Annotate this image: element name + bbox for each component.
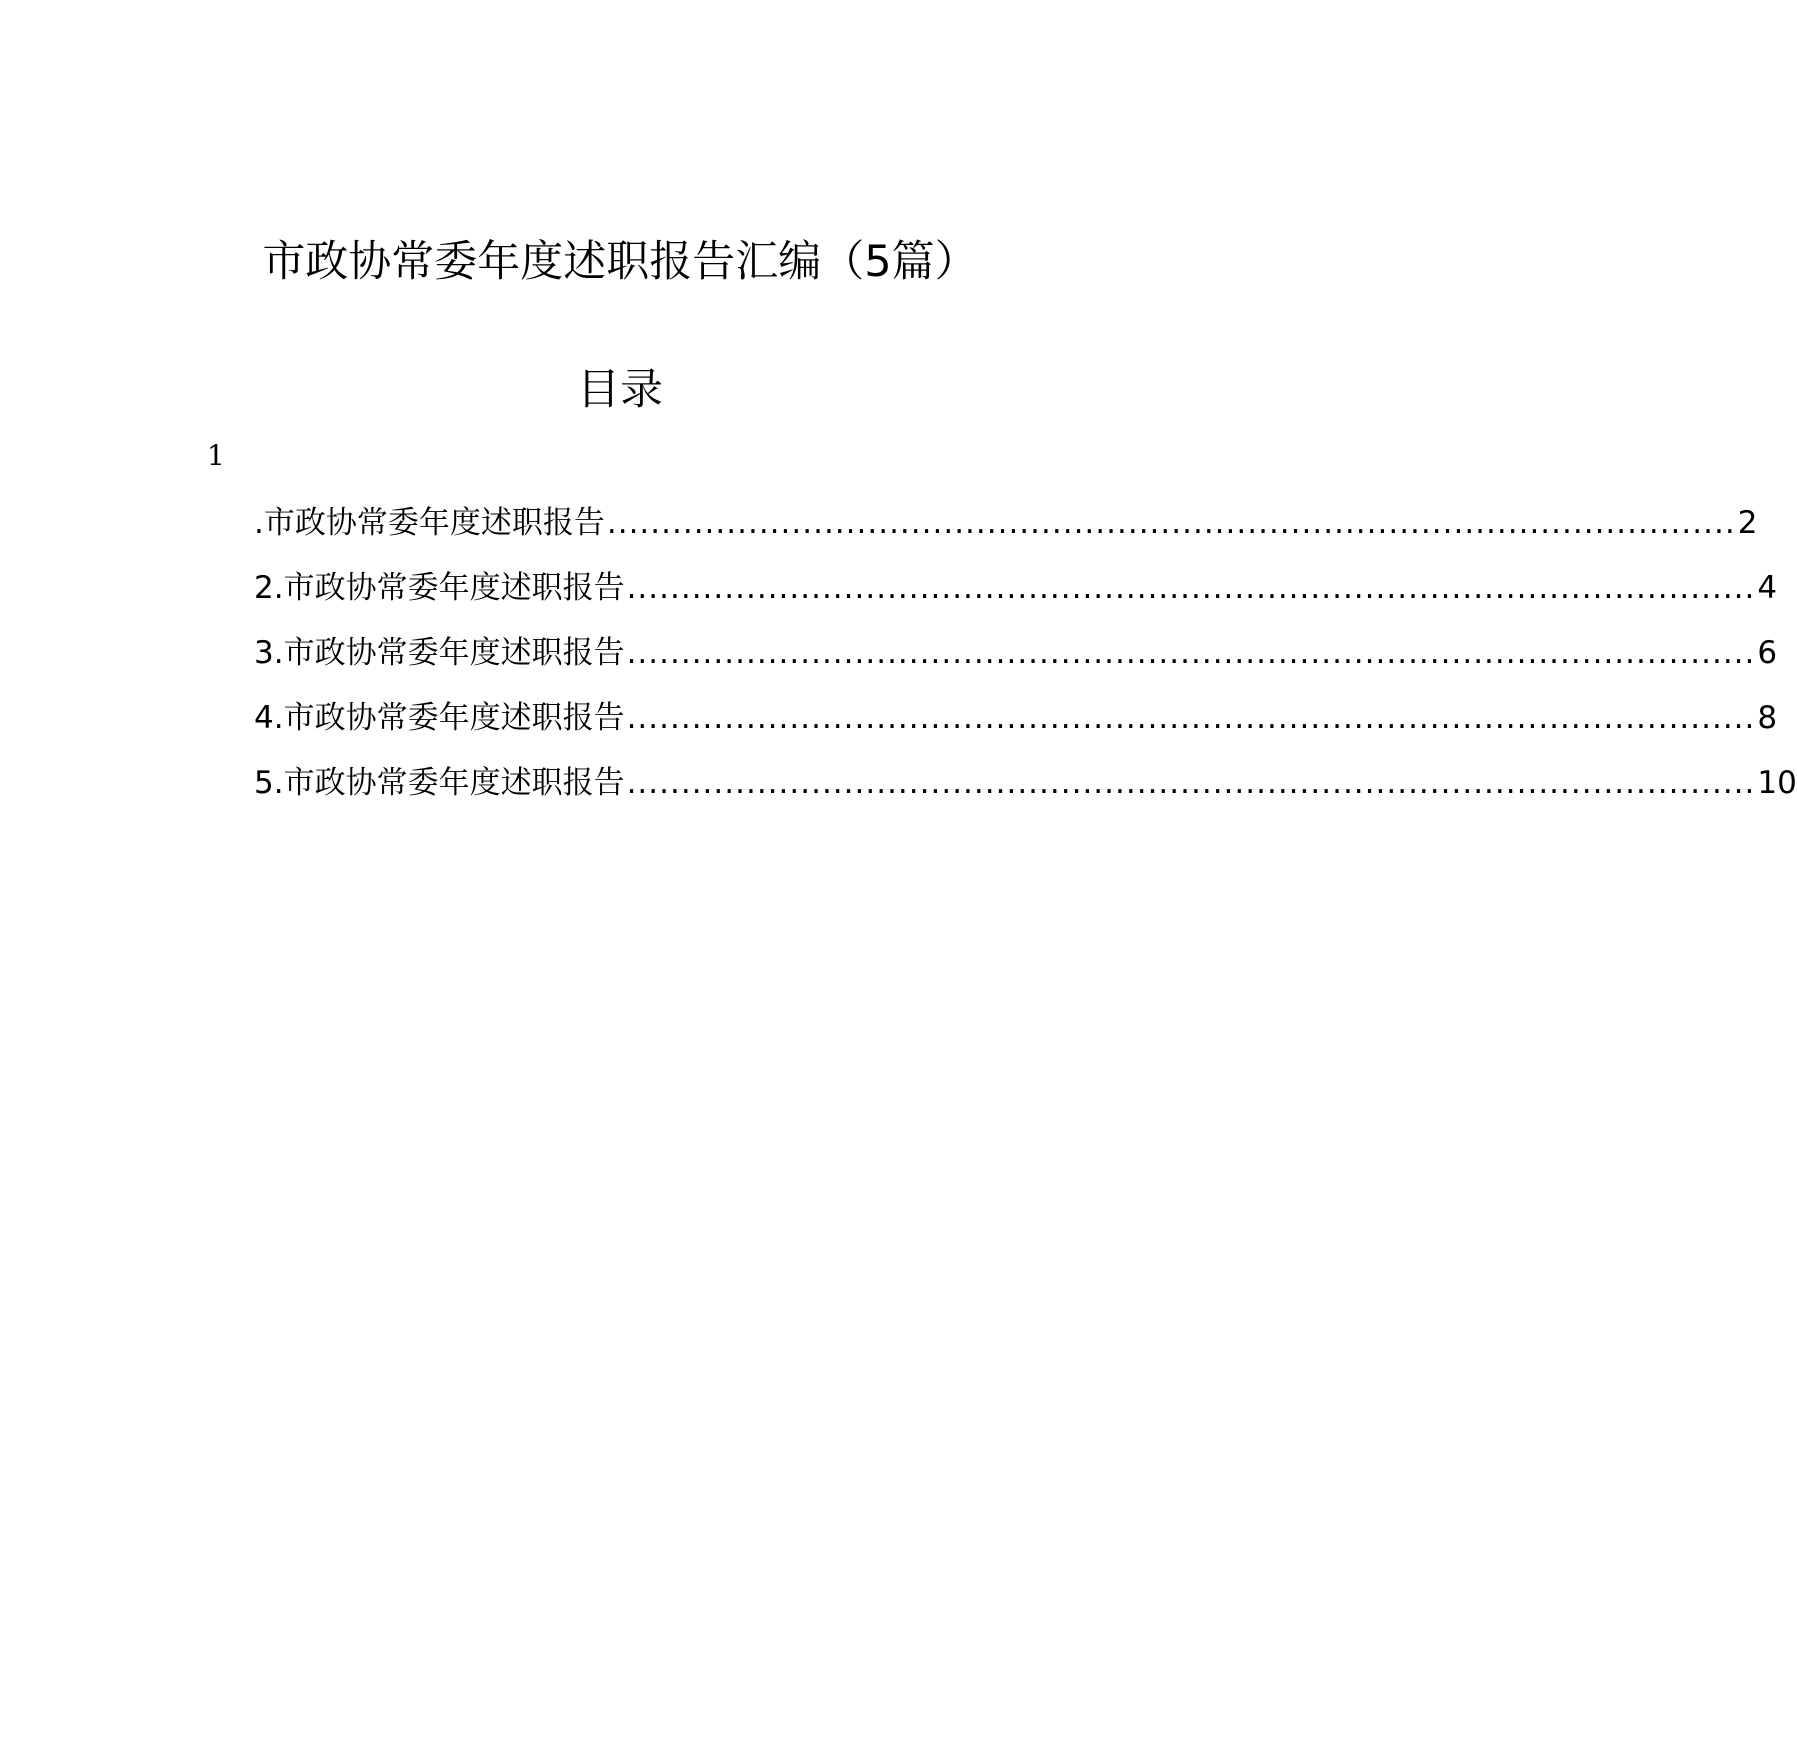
- toc-entry-label: 2.市政协常委年度述职报告: [254, 570, 625, 606]
- toc-page-number: 10: [1757, 765, 1797, 801]
- toc-entry-2[interactable]: [254, 563, 1778, 628]
- toc-entry-label: .市政协常委年度述职报告: [254, 505, 605, 541]
- toc-dot-leader: ........................................................................................................: [606, 505, 1736, 541]
- document-title: 市政协常委年度述职报告汇编（5篇）: [262, 237, 978, 287]
- toc-entry-label: 4.市政协常委年度述职报告: [254, 700, 625, 736]
- toc-dot-leader: ........................................................................................................: [626, 635, 1756, 671]
- toc-page-number: 6: [1757, 635, 1778, 671]
- toc-page-number: 4: [1757, 570, 1778, 606]
- toc-entry-label: 3.市政协常委年度述职报告: [254, 635, 625, 671]
- toc-dot-leader: ........................................................................................................: [626, 765, 1756, 801]
- toc-page-number: 8: [1757, 700, 1778, 736]
- toc-dot-leader: ........................................................................................................: [626, 570, 1756, 606]
- toc-dot-leader: ........................................................................................................: [626, 700, 1756, 736]
- list-number: 1: [207, 439, 225, 472]
- toc-entry-4[interactable]: [254, 693, 1778, 758]
- toc-page-number: 2: [1737, 505, 1758, 541]
- toc-entry-1[interactable]: [254, 498, 1758, 563]
- toc-entry-label: 5.市政协常委年度述职报告: [254, 765, 625, 801]
- table-of-contents: [254, 498, 1797, 823]
- toc-heading: 目录: [577, 365, 663, 415]
- toc-entry-3[interactable]: [254, 628, 1778, 693]
- toc-entry-5[interactable]: [254, 758, 1797, 823]
